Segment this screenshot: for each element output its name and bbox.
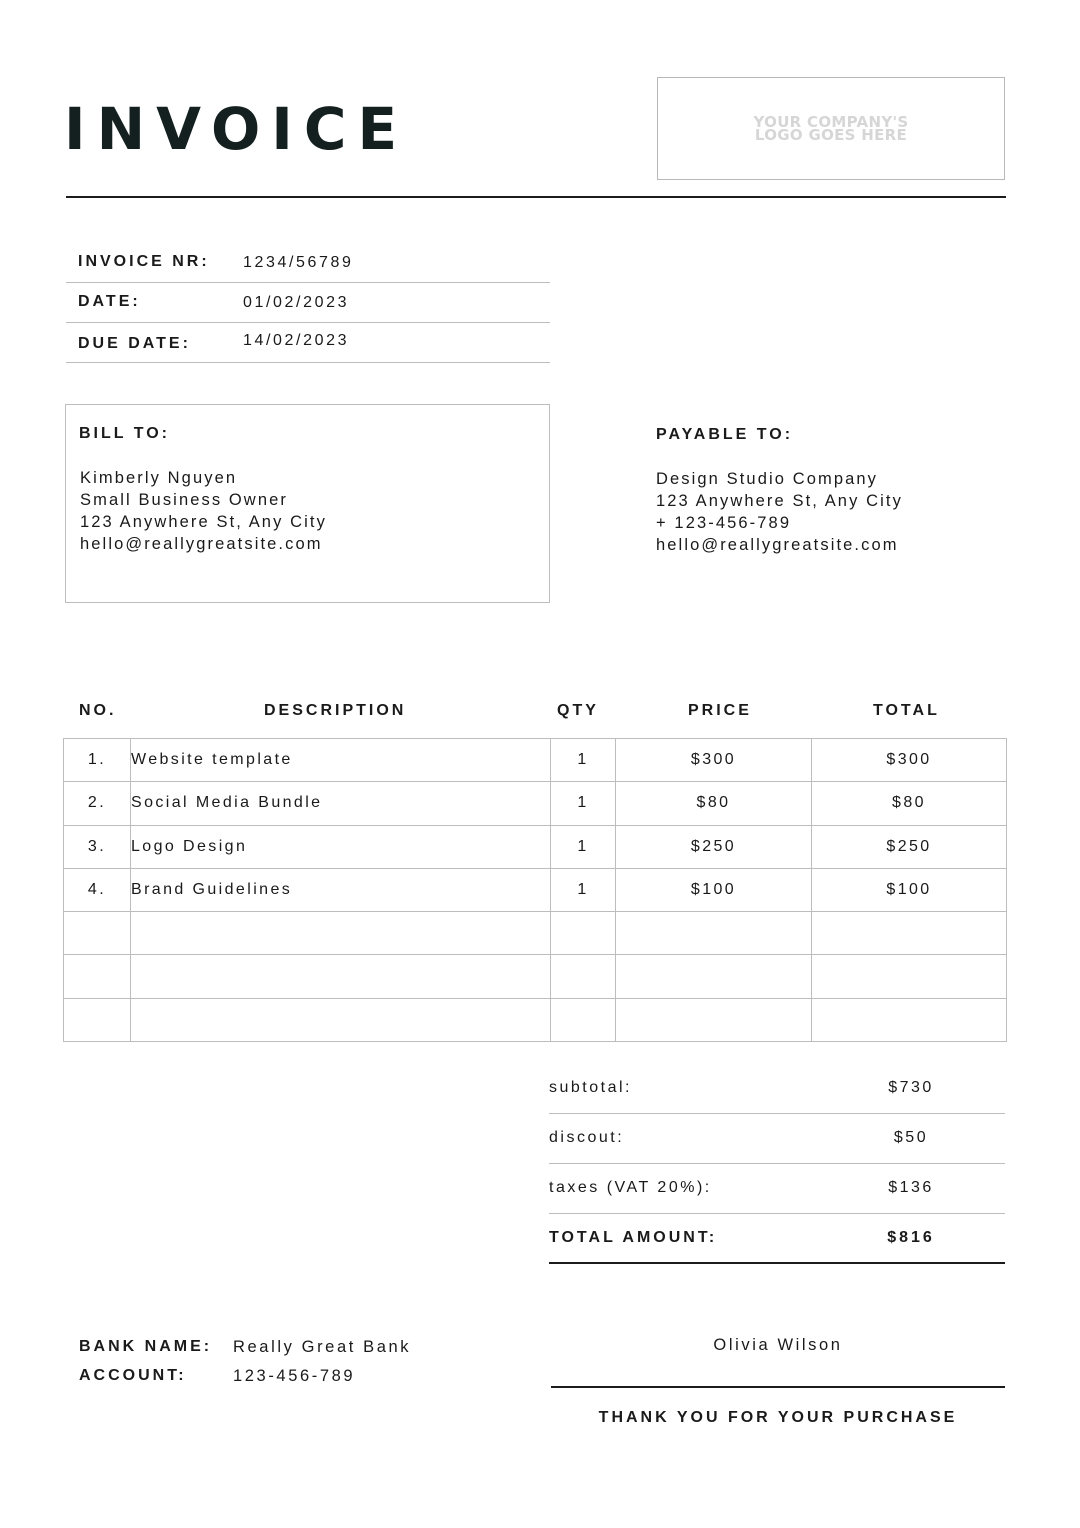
payable-to-email: hello@reallygreatsite.com — [656, 536, 899, 554]
account-value: 123-456-789 — [233, 1367, 356, 1385]
account-label: ACCOUNT: — [79, 1367, 187, 1384]
due-date-row — [66, 323, 550, 363]
item-description — [131, 998, 551, 1041]
payable-to-details — [656, 468, 903, 556]
item-total: $100 — [812, 868, 1007, 911]
item-qty — [551, 998, 616, 1041]
item-description: Logo Design — [131, 825, 551, 868]
payable-to-address: 123 Anywhere St, Any City — [656, 492, 903, 510]
column-header-qty: QTY — [557, 702, 599, 719]
due-date-label: DUE DATE: — [78, 335, 191, 352]
column-header-no: NO. — [79, 702, 117, 719]
company-logo-placeholder — [657, 77, 1005, 180]
item-number: 3. — [64, 825, 131, 868]
taxes-value: $136 — [888, 1179, 934, 1196]
thank-you-message: THANK YOU FOR YOUR PURCHASE — [598, 1409, 958, 1426]
item-description — [131, 955, 551, 998]
item-description: Website template — [131, 739, 551, 782]
item-price — [616, 912, 812, 955]
total-amount-label: TOTAL AMOUNT: — [549, 1229, 718, 1246]
item-price — [616, 955, 812, 998]
discount-row — [549, 1114, 1005, 1164]
item-number: 4. — [64, 868, 131, 911]
item-total: $300 — [812, 739, 1007, 782]
bank-name-label: BANK NAME: — [79, 1338, 213, 1355]
payable-to-company: Design Studio Company — [656, 470, 879, 488]
subtotal-value: $730 — [888, 1079, 934, 1096]
table-row — [64, 825, 1007, 868]
item-number — [64, 998, 131, 1041]
item-number: 2. — [64, 782, 131, 825]
taxes-label: taxes (VAT 20%): — [549, 1179, 712, 1196]
item-description — [131, 912, 551, 955]
payable-to-label: PAYABLE TO: — [656, 426, 794, 443]
signature-name: Olivia Wilson — [713, 1336, 843, 1354]
item-description: Social Media Bundle — [131, 782, 551, 825]
bill-to-details — [80, 467, 327, 555]
table-row-empty — [64, 955, 1007, 998]
discount-value: $50 — [893, 1129, 929, 1146]
item-qty — [551, 955, 616, 998]
invoice-date-value: 01/02/2023 — [243, 294, 350, 311]
item-total: $80 — [812, 782, 1007, 825]
due-date-value: 14/02/2023 — [243, 332, 350, 349]
item-qty — [551, 912, 616, 955]
item-total — [812, 912, 1007, 955]
column-header-total: TOTAL — [873, 702, 940, 719]
invoice-number-row — [66, 243, 550, 283]
total-amount-value: $816 — [887, 1229, 935, 1246]
total-amount-row — [549, 1214, 1005, 1264]
item-description: Brand Guidelines — [131, 868, 551, 911]
subtotal-label: subtotal: — [549, 1079, 632, 1096]
item-qty: 1 — [551, 782, 616, 825]
invoice-date-label: DATE: — [78, 293, 141, 310]
invoice-number-value: 1234/56789 — [243, 254, 354, 271]
item-qty: 1 — [551, 739, 616, 782]
table-row — [64, 782, 1007, 825]
item-price: $80 — [616, 782, 812, 825]
item-total — [812, 998, 1007, 1041]
payable-to-block — [656, 426, 903, 556]
bank-name-value: Really Great Bank — [233, 1338, 412, 1356]
item-price — [616, 998, 812, 1041]
item-number: 1. — [64, 739, 131, 782]
item-price: $300 — [616, 739, 812, 782]
discount-label: discout: — [549, 1129, 625, 1146]
bill-to-address: 123 Anywhere St, Any City — [80, 513, 327, 531]
logo-text-line-1: YOUR COMPANY'S — [753, 112, 909, 131]
line-items-table — [63, 738, 1007, 1042]
column-header-price: PRICE — [688, 702, 752, 719]
payable-to-phone: + 123-456-789 — [656, 514, 792, 532]
invoice-number-label: INVOICE NR: — [78, 253, 210, 270]
table-row — [64, 739, 1007, 782]
bill-to-name: Kimberly Nguyen — [80, 469, 238, 487]
table-row-empty — [64, 998, 1007, 1041]
table-row — [64, 868, 1007, 911]
invoice-date-row — [66, 283, 550, 323]
taxes-row — [549, 1164, 1005, 1214]
bill-to-role: Small Business Owner — [80, 491, 288, 509]
table-row-empty — [64, 912, 1007, 955]
item-total: $250 — [812, 825, 1007, 868]
item-number — [64, 955, 131, 998]
item-qty: 1 — [551, 825, 616, 868]
bill-to-label: BILL TO: — [79, 425, 170, 442]
logo-text-line-2: LOGO GOES HERE — [754, 125, 908, 144]
header-divider — [66, 196, 1006, 198]
subtotal-row — [549, 1064, 1005, 1114]
item-total — [812, 955, 1007, 998]
item-number — [64, 912, 131, 955]
column-header-description: DESCRIPTION — [264, 702, 407, 719]
item-qty: 1 — [551, 868, 616, 911]
bill-to-email: hello@reallygreatsite.com — [80, 535, 323, 553]
bill-to-box — [65, 404, 550, 603]
item-price: $250 — [616, 825, 812, 868]
item-price: $100 — [616, 868, 812, 911]
invoice-title: INVOICE — [64, 95, 409, 163]
signature-line — [551, 1386, 1005, 1388]
